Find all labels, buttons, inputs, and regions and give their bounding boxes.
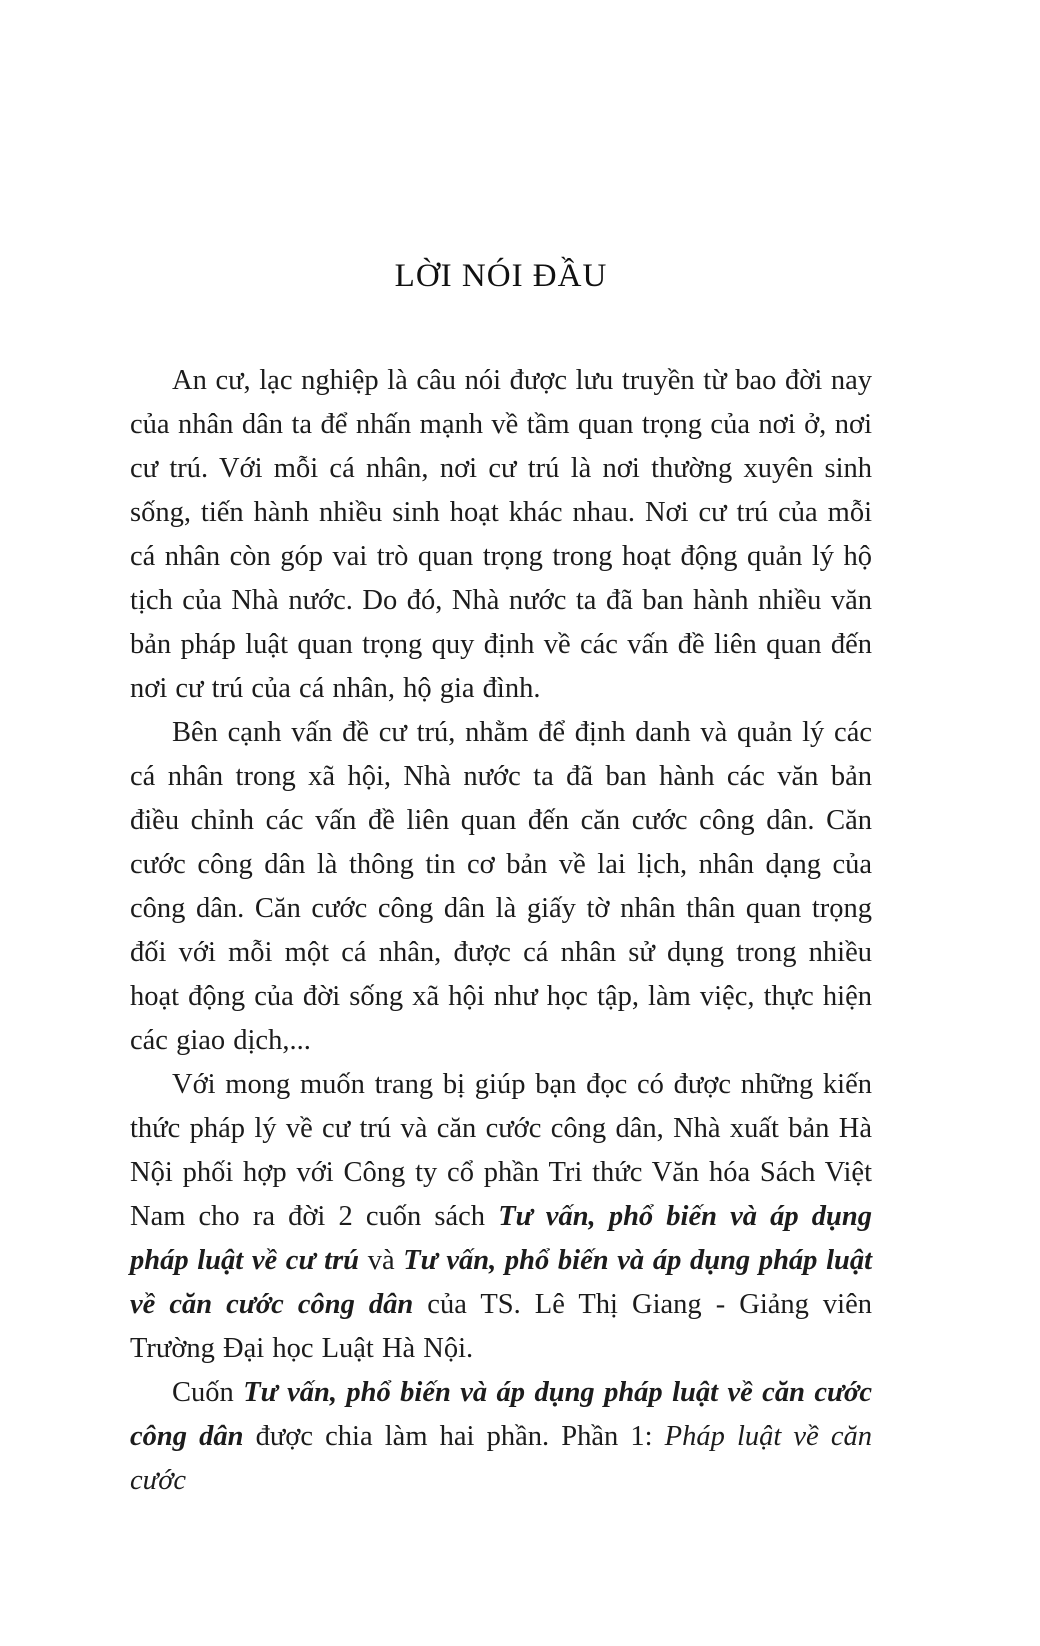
book-title-segment: Tư vấn, phổ biến và áp dụng pháp luật về cư trú [130, 1201, 872, 1276]
book-title-segment: Tư vấn, phổ biến và áp dụng pháp luật về căn cước công dân [130, 1245, 873, 1320]
text-segment: Với mong muốn trang bị giúp bạn đọc có được những kiến thức pháp lý về cư trú và căn cước công dân, Nhà xuất bản Hà Nội phối hợp với Công ty cổ phần Tri thức Văn hóa Sách Việt Nam cho ra đời 2 cuốn sách [130, 1069, 872, 1232]
text-segment: Bên cạnh vấn đề cư trú, nhằm để định danh và quản lý các cá nhân trong xã hội, Nhà nước ta đã ban hành các văn bản điều chỉnh các vấn đề liên quan đến căn cước công dân. Căn cước công dân là thông tin cơ bản về lai lịch, nhân dạng của công dân. Căn cước công dân là giấy tờ nhân thân quan trọng đối với mỗi một cá nhân, được cá nhân sử dụng trong nhiều hoạt động của đời sống xã hội như học tập, làm việc, thực hiện các giao dịch,... [130, 717, 872, 1056]
paragraph-2 [130, 711, 872, 1063]
book-title-segment: Tư vấn, phổ biến và áp dụng pháp luật về căn cước công dân [130, 1377, 873, 1452]
section-title-segment: Pháp luật về căn cước [130, 1421, 872, 1496]
text-segment: và [359, 1245, 404, 1276]
page-title: LỜI NÓI ĐẦU [394, 258, 608, 294]
text-segment: An cư, lạc nghiệp là câu nói được lưu truyền từ bao đời nay của nhân dân ta để nhấn mạnh về tầm quan trọng của nơi ở, nơi cư trú. Với mỗi cá nhân, nơi cư trú là nơi thường xuyên sinh sống, tiến hành nhiều sinh hoạt khác nhau. Nơi cư trú của mỗi cá nhân còn góp vai trò quan trọng trong hoạt động quản lý hộ tịch của Nhà nước. Do đó, Nhà nước ta đã ban hành nhiều văn bản pháp luật quan trọng quy định về các vấn đề liên quan đến nơi cư trú của cá nhân, hộ gia đình. [130, 365, 872, 704]
paragraph-1 [130, 359, 872, 711]
text-segment: được chia làm hai phần. Phần 1: [243, 1421, 665, 1452]
text-segment: Cuốn [172, 1377, 244, 1408]
paragraph-4 [130, 1371, 872, 1503]
text-segment: của TS. Lê Thị Giang - Giảng viên Trường Đại học Luật Hà Nội. [130, 1289, 872, 1364]
paragraph-3 [130, 1063, 872, 1371]
